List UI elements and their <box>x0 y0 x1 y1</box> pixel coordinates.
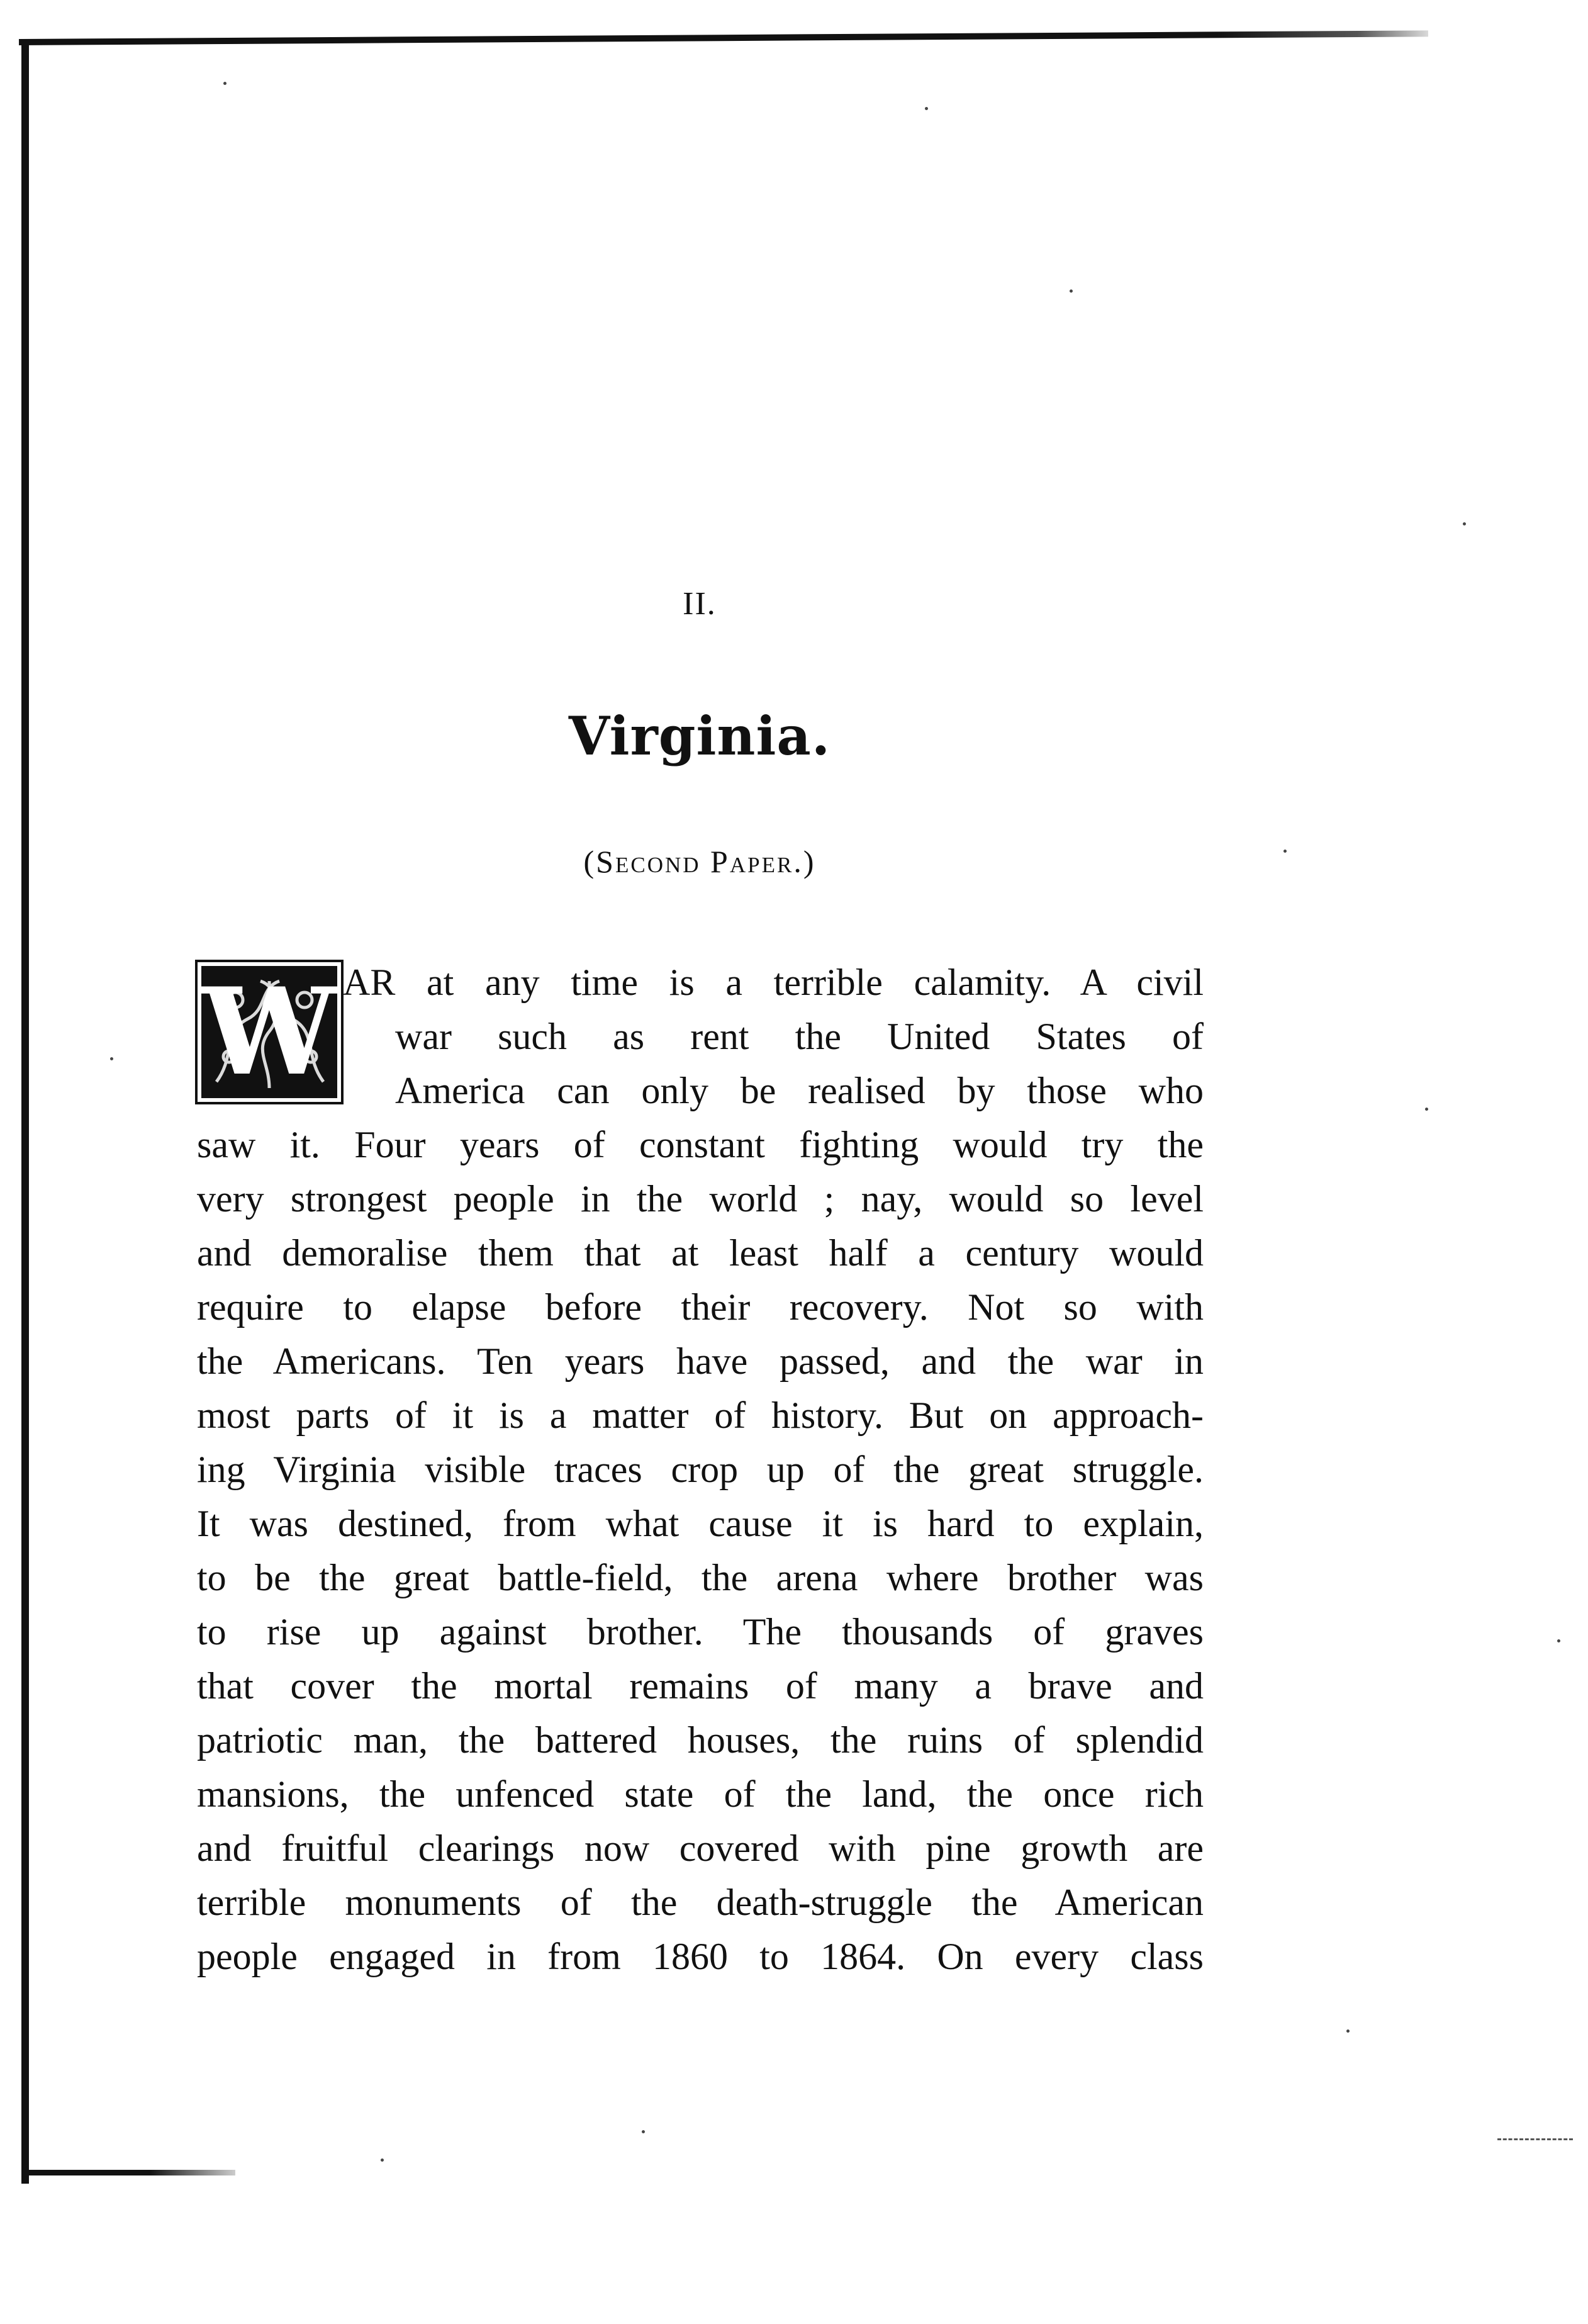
scan-border-left <box>21 44 29 2184</box>
body-text <box>197 955 1204 1984</box>
scan-speck <box>642 2130 645 2133</box>
text-line: require to elapse before their recovery. Not so with <box>197 1286 1204 1328</box>
text-line: very strongest people in the world ; nay, would so level <box>197 1178 1204 1220</box>
scan-speck <box>1425 1108 1428 1111</box>
scan-mark <box>1497 2138 1573 2140</box>
scan-speck <box>1070 289 1073 293</box>
text-line: AR at any time is a terrible calamity. A civil <box>343 962 1204 1003</box>
scan-speck <box>381 2158 384 2162</box>
chapter-title: Virginia. <box>568 705 831 767</box>
text-line: ing Virginia visible traces crop up of the great struggle. <box>197 1449 1204 1490</box>
text-line: and demoralise them that at least half a century would <box>197 1232 1204 1274</box>
scan-border-top <box>19 30 1428 45</box>
text-line: America can only be realised by those who <box>395 1070 1204 1111</box>
text-line: It was destined, from what cause it is hard to explain, <box>197 1503 1204 1544</box>
scan-speck <box>1346 2029 1350 2033</box>
text-line: people engaged in from 1860 to 1864. On every class <box>197 1936 1204 1977</box>
text-line: most parts of it is a matter of history. But on approach- <box>197 1395 1204 1436</box>
scan-speck <box>1463 522 1466 525</box>
scan-speck <box>1557 1639 1560 1642</box>
dropcap-letter: W <box>202 962 337 1102</box>
text-line: terrible monuments of the death-struggle the American <box>197 1882 1204 1923</box>
text-line: to rise up against brother. The thousands of graves <box>197 1611 1204 1653</box>
text-line: saw it. Four years of constant fighting would try the <box>197 1124 1204 1165</box>
text-line: the Americans. Ten years have passed, and the war in <box>197 1340 1204 1382</box>
text-line: patriotic man, the battered houses, the ruins of splendid <box>197 1719 1204 1761</box>
text-line: that cover the mortal remains of many a brave and <box>197 1665 1204 1707</box>
text-line: and fruitful clearings now covered with pine growth are <box>197 1827 1204 1869</box>
text-line: war such as rent the United States of <box>395 1016 1204 1057</box>
text-line: to be the great battle-field, the arena where brother was <box>197 1557 1204 1598</box>
scan-speck <box>925 107 928 110</box>
scan-speck <box>110 1057 113 1060</box>
scan-border-bottom <box>21 2170 235 2175</box>
chapter-subtitle: (Second Paper.) <box>583 844 816 879</box>
text-line: mansions, the unfenced state of the land, the once rich <box>197 1773 1204 1815</box>
chapter-number: II. <box>683 586 717 622</box>
scan-speck <box>223 82 226 85</box>
